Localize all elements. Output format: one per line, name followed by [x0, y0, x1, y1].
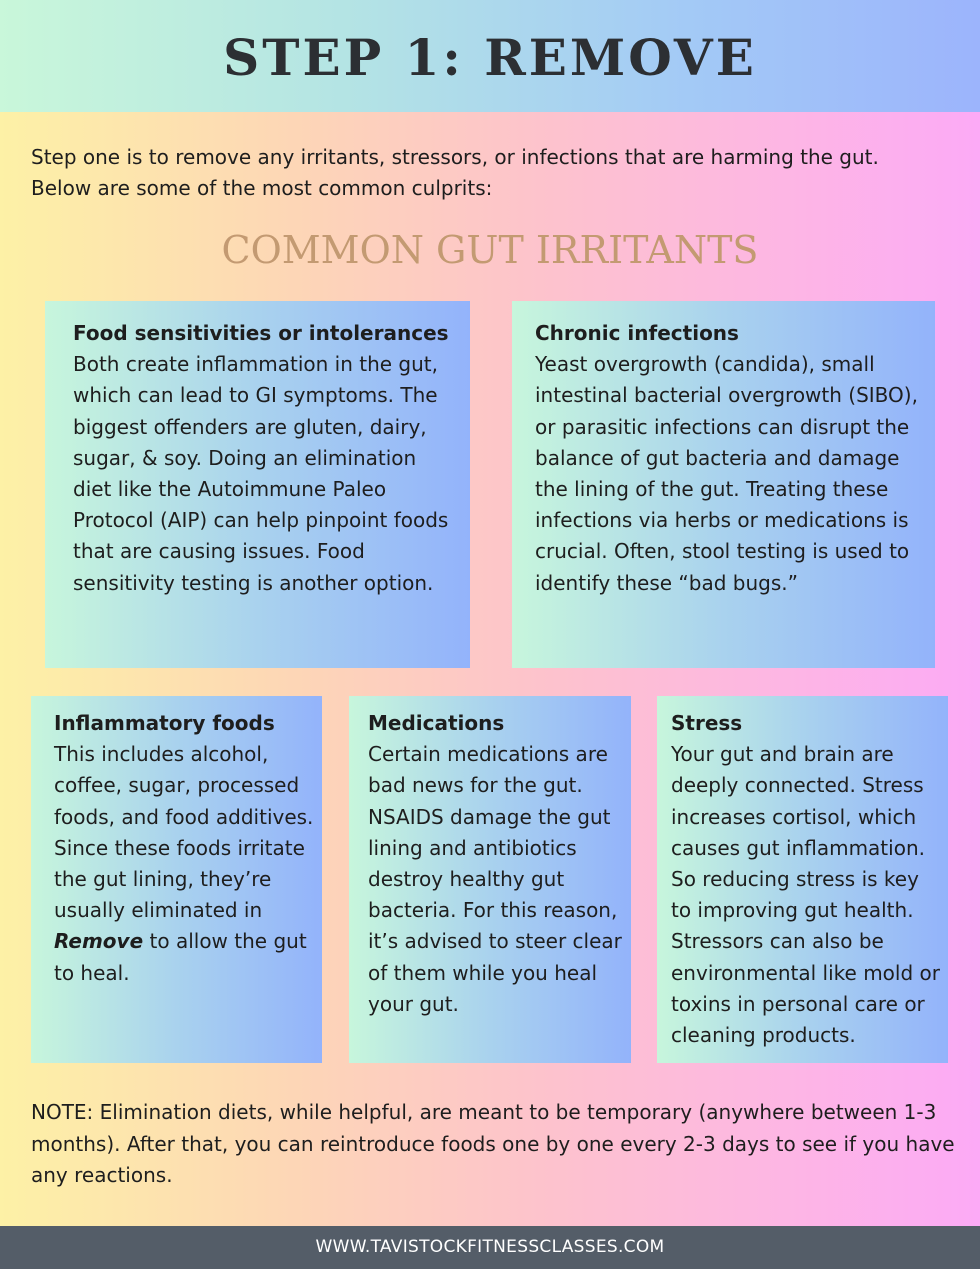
card-title: Inflammatory foods: [54, 711, 275, 735]
header-banner: [0, 0, 980, 112]
intro-line-1: Step one is to remove any irritants, stressors, or infections that are harming the gut.: [31, 145, 879, 169]
card-title: Chronic infections: [535, 321, 739, 345]
card-body: Yeast overgrowth (candida), small intestinal bacterial overgrowth (SIBO), or parasitic infections can disrupt the balance of gut bacteria and damage the lining of the gut. Treating these infections via herbs or medications is crucial. Often, stool testing is used to identify these “bad bugs.”: [535, 352, 918, 595]
section-title: COMMON GUT IRRITANTS: [221, 228, 759, 272]
card-title: Food sensitivities or intolerances: [73, 321, 449, 345]
card-body-after: to allow the gut to heal.: [54, 929, 307, 985]
card-inflammatory-foods: [31, 696, 322, 1063]
card-body: Your gut and brain are deeply connected. Stress increases cortisol, which causes gut inflammation. So reducing stress is key to improving gut health. Stressors can also be environmental like mold or toxins in personal care or cleaning products.: [671, 742, 940, 1048]
card-body-emphasis: Remove: [54, 929, 144, 954]
card-body: Certain medications are bad news for the gut. NSAIDS damage the gut lining and antibiotics destroy healthy gut bacteria. For this reason, it’s advised to steer clear of them while you heal your gut.: [368, 742, 622, 1016]
card-title: Medications: [368, 711, 505, 735]
card-body-before: This includes alcohol, coffee, sugar, processed foods, and food additives. Since these foods irritate the gut lining, they’re usually eliminated in: [54, 742, 314, 923]
card-body: [54, 739, 314, 989]
card-medications: [349, 696, 631, 1063]
footer-bar: [0, 1226, 980, 1269]
card-title: Stress: [671, 711, 743, 735]
intro-text: [31, 142, 951, 204]
intro-line-2: Below are some of the most common culprits:: [31, 176, 493, 200]
card-stress: [657, 696, 948, 1063]
website-url: WWW.TAVISTOCKFITNESSCLASSES.COM: [315, 1237, 665, 1257]
note-text: NOTE: Elimination diets, while helpful, are meant to be temporary (anywhere between 1-3 months). After that, you can reintroduce foods one by one every 2-3 days to see if you have any reactions.: [31, 1100, 955, 1187]
page-title: STEP 1: REMOVE: [223, 28, 757, 87]
card-food-sensitivities: [45, 301, 470, 668]
card-body: Both create inflammation in the gut, which can lead to GI symptoms. The biggest offenders are gluten, dairy, sugar, & soy. Doing an elimination diet like the Autoimmune Paleo Protocol (AIP) can help pinpoint foods that are causing issues. Food sensitivity testing is another option.: [73, 352, 449, 595]
card-chronic-infections: [512, 301, 935, 668]
